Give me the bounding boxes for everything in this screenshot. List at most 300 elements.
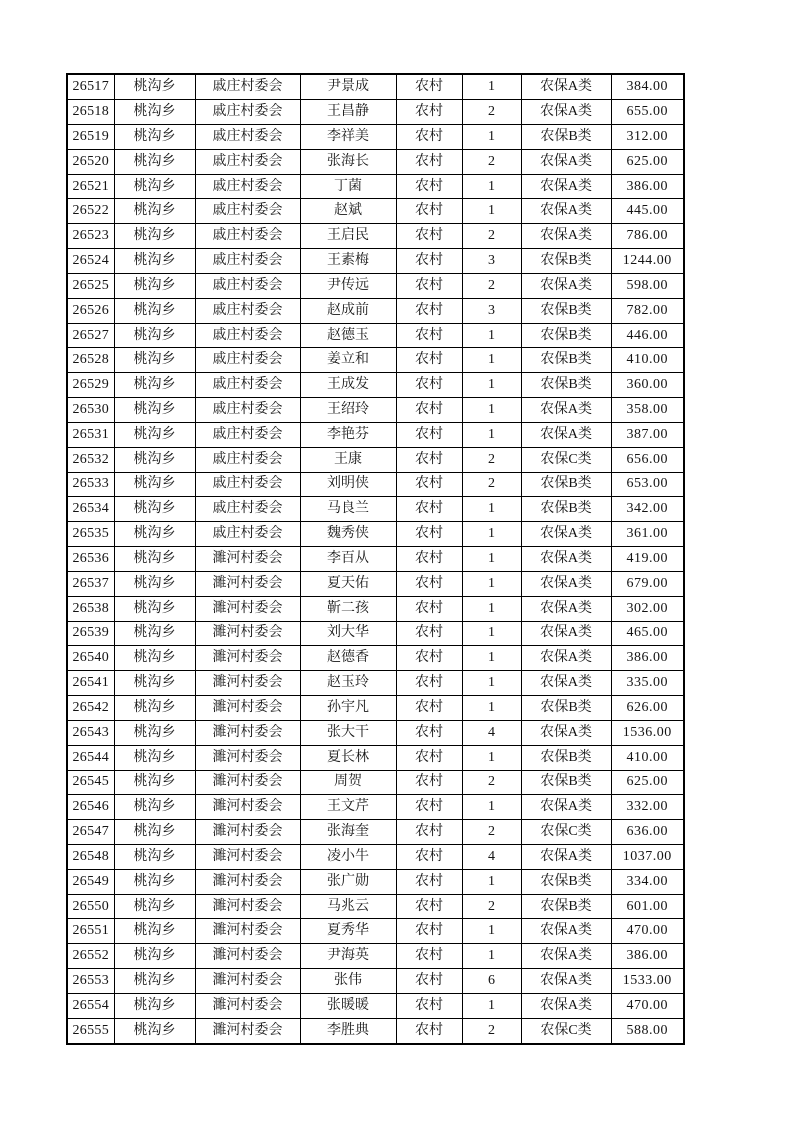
cell-amount: 1037.00 — [611, 845, 684, 870]
cell-record-id: 26540 — [67, 646, 114, 671]
cell-person-name: 赵斌 — [300, 199, 396, 224]
cell-village-committee: 濉河村委会 — [195, 845, 300, 870]
cell-township: 桃沟乡 — [114, 720, 195, 745]
cell-amount: 598.00 — [611, 273, 684, 298]
cell-insurance-category: 农保B类 — [521, 472, 611, 497]
table-row — [67, 249, 684, 274]
cell-village-committee: 戚庄村委会 — [195, 447, 300, 472]
cell-township: 桃沟乡 — [114, 571, 195, 596]
cell-village-committee: 濉河村委会 — [195, 944, 300, 969]
cell-township: 桃沟乡 — [114, 770, 195, 795]
cell-insurance-category: 农保B类 — [521, 869, 611, 894]
cell-village-committee: 濉河村委会 — [195, 1018, 300, 1044]
cell-insurance-category: 农保A类 — [521, 646, 611, 671]
cell-record-id: 26548 — [67, 845, 114, 870]
table-row — [67, 174, 684, 199]
table-row — [67, 74, 684, 100]
table-row — [67, 621, 684, 646]
cell-township: 桃沟乡 — [114, 74, 195, 100]
cell-village-committee: 戚庄村委会 — [195, 398, 300, 423]
cell-amount: 1536.00 — [611, 720, 684, 745]
cell-residence-type: 农村 — [396, 993, 462, 1018]
cell-record-id: 26544 — [67, 745, 114, 770]
cell-person-name: 魏秀侠 — [300, 522, 396, 547]
table-row — [67, 323, 684, 348]
table-row — [67, 1018, 684, 1044]
cell-township: 桃沟乡 — [114, 745, 195, 770]
table-row — [67, 547, 684, 572]
cell-record-id: 26546 — [67, 795, 114, 820]
cell-amount: 656.00 — [611, 447, 684, 472]
cell-amount: 358.00 — [611, 398, 684, 423]
cell-township: 桃沟乡 — [114, 373, 195, 398]
table-row — [67, 993, 684, 1018]
cell-residence-type: 农村 — [396, 820, 462, 845]
cell-person-name: 尹景成 — [300, 74, 396, 100]
cell-amount: 342.00 — [611, 497, 684, 522]
cell-insurance-category: 农保A类 — [521, 149, 611, 174]
cell-residence-type: 农村 — [396, 1018, 462, 1044]
cell-amount: 625.00 — [611, 770, 684, 795]
cell-insurance-category: 农保A类 — [521, 74, 611, 100]
cell-person-count: 1 — [462, 124, 521, 149]
cell-record-id: 26524 — [67, 249, 114, 274]
cell-record-id: 26536 — [67, 547, 114, 572]
cell-person-count: 1 — [462, 522, 521, 547]
cell-person-count: 1 — [462, 74, 521, 100]
cell-person-count: 1 — [462, 696, 521, 721]
cell-village-committee: 濉河村委会 — [195, 795, 300, 820]
cell-amount: 1533.00 — [611, 969, 684, 994]
cell-amount: 636.00 — [611, 820, 684, 845]
cell-amount: 465.00 — [611, 621, 684, 646]
table-row — [67, 919, 684, 944]
cell-person-count: 3 — [462, 298, 521, 323]
cell-person-count: 1 — [462, 547, 521, 572]
cell-record-id: 26528 — [67, 348, 114, 373]
cell-record-id: 26532 — [67, 447, 114, 472]
cell-insurance-category: 农保B类 — [521, 298, 611, 323]
cell-village-committee: 戚庄村委会 — [195, 422, 300, 447]
table-row — [67, 373, 684, 398]
cell-insurance-category: 农保A类 — [521, 273, 611, 298]
cell-residence-type: 农村 — [396, 100, 462, 125]
cell-residence-type: 农村 — [396, 373, 462, 398]
cell-person-name: 王素梅 — [300, 249, 396, 274]
cell-record-id: 26551 — [67, 919, 114, 944]
cell-residence-type: 农村 — [396, 522, 462, 547]
table-row — [67, 894, 684, 919]
cell-township: 桃沟乡 — [114, 944, 195, 969]
cell-person-name: 夏秀华 — [300, 919, 396, 944]
cell-township: 桃沟乡 — [114, 522, 195, 547]
cell-insurance-category: 农保A类 — [521, 547, 611, 572]
cell-residence-type: 农村 — [396, 745, 462, 770]
cell-village-committee: 濉河村委会 — [195, 646, 300, 671]
cell-record-id: 26549 — [67, 869, 114, 894]
cell-amount: 655.00 — [611, 100, 684, 125]
cell-amount: 419.00 — [611, 547, 684, 572]
cell-person-count: 1 — [462, 323, 521, 348]
cell-person-name: 丁菌 — [300, 174, 396, 199]
cell-person-name: 赵成前 — [300, 298, 396, 323]
cell-person-count: 2 — [462, 820, 521, 845]
cell-township: 桃沟乡 — [114, 323, 195, 348]
cell-person-count: 2 — [462, 894, 521, 919]
cell-amount: 410.00 — [611, 745, 684, 770]
cell-township: 桃沟乡 — [114, 100, 195, 125]
table-row — [67, 820, 684, 845]
cell-person-count: 6 — [462, 969, 521, 994]
cell-person-name: 张暖暖 — [300, 993, 396, 1018]
cell-township: 桃沟乡 — [114, 249, 195, 274]
cell-residence-type: 农村 — [396, 720, 462, 745]
cell-insurance-category: 农保A类 — [521, 845, 611, 870]
cell-person-name: 李祥美 — [300, 124, 396, 149]
cell-record-id: 26530 — [67, 398, 114, 423]
cell-residence-type: 农村 — [396, 869, 462, 894]
table-row — [67, 149, 684, 174]
cell-village-committee: 濉河村委会 — [195, 720, 300, 745]
cell-amount: 1244.00 — [611, 249, 684, 274]
cell-record-id: 26538 — [67, 596, 114, 621]
cell-township: 桃沟乡 — [114, 497, 195, 522]
cell-record-id: 26535 — [67, 522, 114, 547]
cell-person-name: 姜立和 — [300, 348, 396, 373]
table-row — [67, 795, 684, 820]
cell-person-count: 2 — [462, 447, 521, 472]
records-table-body — [67, 74, 684, 1044]
cell-person-count: 1 — [462, 398, 521, 423]
cell-amount: 332.00 — [611, 795, 684, 820]
cell-residence-type: 农村 — [396, 497, 462, 522]
cell-person-count: 2 — [462, 224, 521, 249]
cell-person-count: 1 — [462, 422, 521, 447]
cell-residence-type: 农村 — [396, 770, 462, 795]
table-row — [67, 720, 684, 745]
cell-village-committee: 戚庄村委会 — [195, 348, 300, 373]
cell-person-name: 王启民 — [300, 224, 396, 249]
cell-record-id: 26521 — [67, 174, 114, 199]
cell-record-id: 26525 — [67, 273, 114, 298]
cell-insurance-category: 农保B类 — [521, 745, 611, 770]
cell-township: 桃沟乡 — [114, 795, 195, 820]
table-row — [67, 770, 684, 795]
cell-insurance-category: 农保A类 — [521, 224, 611, 249]
cell-township: 桃沟乡 — [114, 845, 195, 870]
cell-insurance-category: 农保A类 — [521, 919, 611, 944]
cell-township: 桃沟乡 — [114, 398, 195, 423]
cell-person-count: 1 — [462, 944, 521, 969]
cell-person-name: 张伟 — [300, 969, 396, 994]
cell-township: 桃沟乡 — [114, 1018, 195, 1044]
cell-person-name: 马良兰 — [300, 497, 396, 522]
cell-insurance-category: 农保A类 — [521, 398, 611, 423]
cell-township: 桃沟乡 — [114, 919, 195, 944]
cell-record-id: 26539 — [67, 621, 114, 646]
cell-record-id: 26522 — [67, 199, 114, 224]
cell-person-count: 1 — [462, 869, 521, 894]
cell-township: 桃沟乡 — [114, 869, 195, 894]
cell-village-committee: 戚庄村委会 — [195, 497, 300, 522]
cell-township: 桃沟乡 — [114, 969, 195, 994]
cell-village-committee: 戚庄村委会 — [195, 100, 300, 125]
cell-township: 桃沟乡 — [114, 472, 195, 497]
cell-amount: 470.00 — [611, 993, 684, 1018]
cell-record-id: 26518 — [67, 100, 114, 125]
cell-person-name: 夏天佑 — [300, 571, 396, 596]
cell-township: 桃沟乡 — [114, 671, 195, 696]
cell-amount: 335.00 — [611, 671, 684, 696]
cell-township: 桃沟乡 — [114, 894, 195, 919]
cell-amount: 446.00 — [611, 323, 684, 348]
cell-record-id: 26531 — [67, 422, 114, 447]
cell-amount: 386.00 — [611, 944, 684, 969]
table-row — [67, 745, 684, 770]
cell-record-id: 26554 — [67, 993, 114, 1018]
cell-village-committee: 濉河村委会 — [195, 770, 300, 795]
cell-residence-type: 农村 — [396, 74, 462, 100]
cell-person-name: 王文芹 — [300, 795, 396, 820]
table-row — [67, 298, 684, 323]
cell-village-committee: 戚庄村委会 — [195, 224, 300, 249]
cell-person-count: 2 — [462, 472, 521, 497]
cell-village-committee: 濉河村委会 — [195, 671, 300, 696]
cell-residence-type: 农村 — [396, 472, 462, 497]
cell-township: 桃沟乡 — [114, 149, 195, 174]
cell-person-count: 1 — [462, 174, 521, 199]
cell-residence-type: 农村 — [396, 422, 462, 447]
cell-person-name: 刘明侠 — [300, 472, 396, 497]
cell-person-name: 周贺 — [300, 770, 396, 795]
cell-person-count: 3 — [462, 249, 521, 274]
cell-township: 桃沟乡 — [114, 298, 195, 323]
cell-village-committee: 濉河村委会 — [195, 696, 300, 721]
table-row — [67, 472, 684, 497]
cell-residence-type: 农村 — [396, 621, 462, 646]
table-row — [67, 596, 684, 621]
cell-person-name: 李百从 — [300, 547, 396, 572]
cell-amount: 601.00 — [611, 894, 684, 919]
cell-person-count: 1 — [462, 993, 521, 1018]
table-row — [67, 224, 684, 249]
cell-insurance-category: 农保A类 — [521, 671, 611, 696]
table-row — [67, 398, 684, 423]
cell-residence-type: 农村 — [396, 174, 462, 199]
cell-person-count: 4 — [462, 720, 521, 745]
cell-person-name: 赵德玉 — [300, 323, 396, 348]
cell-insurance-category: 农保B类 — [521, 249, 611, 274]
cell-insurance-category: 农保B类 — [521, 894, 611, 919]
cell-village-committee: 戚庄村委会 — [195, 472, 300, 497]
cell-residence-type: 农村 — [396, 845, 462, 870]
cell-insurance-category: 农保A类 — [521, 422, 611, 447]
cell-residence-type: 农村 — [396, 646, 462, 671]
cell-village-committee: 濉河村委会 — [195, 621, 300, 646]
cell-insurance-category: 农保A类 — [521, 571, 611, 596]
cell-amount: 312.00 — [611, 124, 684, 149]
cell-person-count: 1 — [462, 373, 521, 398]
cell-amount: 626.00 — [611, 696, 684, 721]
table-row — [67, 100, 684, 125]
table-row — [67, 199, 684, 224]
cell-record-id: 26520 — [67, 149, 114, 174]
cell-insurance-category: 农保C类 — [521, 1018, 611, 1044]
cell-amount: 782.00 — [611, 298, 684, 323]
cell-person-name: 孙宇凡 — [300, 696, 396, 721]
cell-insurance-category: 农保A类 — [521, 199, 611, 224]
table-row — [67, 522, 684, 547]
cell-person-count: 2 — [462, 149, 521, 174]
cell-record-id: 26552 — [67, 944, 114, 969]
cell-residence-type: 农村 — [396, 273, 462, 298]
cell-village-committee: 戚庄村委会 — [195, 149, 300, 174]
cell-insurance-category: 农保B类 — [521, 348, 611, 373]
cell-record-id: 26555 — [67, 1018, 114, 1044]
cell-residence-type: 农村 — [396, 969, 462, 994]
cell-residence-type: 农村 — [396, 944, 462, 969]
cell-insurance-category: 农保A类 — [521, 174, 611, 199]
cell-record-id: 26534 — [67, 497, 114, 522]
cell-insurance-category: 农保B类 — [521, 696, 611, 721]
cell-residence-type: 农村 — [396, 547, 462, 572]
cell-amount: 786.00 — [611, 224, 684, 249]
cell-residence-type: 农村 — [396, 696, 462, 721]
cell-village-committee: 濉河村委会 — [195, 919, 300, 944]
cell-person-count: 2 — [462, 273, 521, 298]
cell-residence-type: 农村 — [396, 149, 462, 174]
cell-residence-type: 农村 — [396, 795, 462, 820]
cell-amount: 679.00 — [611, 571, 684, 596]
cell-insurance-category: 农保B类 — [521, 497, 611, 522]
cell-record-id: 26517 — [67, 74, 114, 100]
cell-amount: 384.00 — [611, 74, 684, 100]
cell-person-name: 尹传远 — [300, 273, 396, 298]
cell-person-name: 夏长林 — [300, 745, 396, 770]
cell-record-id: 26529 — [67, 373, 114, 398]
cell-person-name: 靳二孩 — [300, 596, 396, 621]
cell-person-count: 2 — [462, 100, 521, 125]
cell-township: 桃沟乡 — [114, 621, 195, 646]
cell-amount: 588.00 — [611, 1018, 684, 1044]
cell-person-count: 1 — [462, 348, 521, 373]
cell-residence-type: 农村 — [396, 596, 462, 621]
cell-residence-type: 农村 — [396, 124, 462, 149]
cell-village-committee: 濉河村委会 — [195, 993, 300, 1018]
cell-record-id: 26523 — [67, 224, 114, 249]
cell-residence-type: 农村 — [396, 224, 462, 249]
cell-township: 桃沟乡 — [114, 993, 195, 1018]
cell-person-count: 2 — [462, 770, 521, 795]
cell-village-committee: 戚庄村委会 — [195, 74, 300, 100]
cell-person-count: 1 — [462, 671, 521, 696]
cell-person-name: 马兆云 — [300, 894, 396, 919]
cell-record-id: 26550 — [67, 894, 114, 919]
cell-village-committee: 濉河村委会 — [195, 571, 300, 596]
cell-person-name: 赵德香 — [300, 646, 396, 671]
cell-village-committee: 戚庄村委会 — [195, 522, 300, 547]
cell-amount: 410.00 — [611, 348, 684, 373]
cell-person-count: 2 — [462, 1018, 521, 1044]
cell-township: 桃沟乡 — [114, 348, 195, 373]
cell-person-name: 王成发 — [300, 373, 396, 398]
cell-township: 桃沟乡 — [114, 696, 195, 721]
cell-amount: 445.00 — [611, 199, 684, 224]
cell-person-count: 1 — [462, 571, 521, 596]
records-table — [66, 73, 685, 1045]
cell-person-name: 张大干 — [300, 720, 396, 745]
cell-amount: 360.00 — [611, 373, 684, 398]
table-row — [67, 671, 684, 696]
cell-person-name: 张海奎 — [300, 820, 396, 845]
cell-township: 桃沟乡 — [114, 547, 195, 572]
cell-insurance-category: 农保B类 — [521, 124, 611, 149]
cell-person-count: 1 — [462, 596, 521, 621]
cell-insurance-category: 农保A类 — [521, 596, 611, 621]
cell-amount: 334.00 — [611, 869, 684, 894]
cell-record-id: 26543 — [67, 720, 114, 745]
cell-amount: 387.00 — [611, 422, 684, 447]
cell-insurance-category: 农保B类 — [521, 770, 611, 795]
cell-township: 桃沟乡 — [114, 596, 195, 621]
cell-insurance-category: 农保A类 — [521, 621, 611, 646]
table-row — [67, 696, 684, 721]
cell-insurance-category: 农保A类 — [521, 944, 611, 969]
cell-person-name: 王绍玲 — [300, 398, 396, 423]
cell-village-committee: 濉河村委会 — [195, 745, 300, 770]
cell-residence-type: 农村 — [396, 249, 462, 274]
cell-insurance-category: 农保A类 — [521, 100, 611, 125]
cell-amount: 386.00 — [611, 174, 684, 199]
cell-village-committee: 戚庄村委会 — [195, 199, 300, 224]
cell-insurance-category: 农保A类 — [521, 795, 611, 820]
cell-village-committee: 戚庄村委会 — [195, 298, 300, 323]
cell-person-count: 1 — [462, 745, 521, 770]
cell-record-id: 26527 — [67, 323, 114, 348]
cell-residence-type: 农村 — [396, 894, 462, 919]
cell-village-committee: 濉河村委会 — [195, 894, 300, 919]
table-row — [67, 124, 684, 149]
table-row — [67, 944, 684, 969]
cell-village-committee: 戚庄村委会 — [195, 124, 300, 149]
cell-residence-type: 农村 — [396, 348, 462, 373]
cell-amount: 653.00 — [611, 472, 684, 497]
cell-person-count: 1 — [462, 621, 521, 646]
cell-residence-type: 农村 — [396, 671, 462, 696]
cell-township: 桃沟乡 — [114, 124, 195, 149]
cell-insurance-category: 农保B类 — [521, 323, 611, 348]
cell-residence-type: 农村 — [396, 919, 462, 944]
cell-record-id: 26533 — [67, 472, 114, 497]
cell-person-name: 张广勋 — [300, 869, 396, 894]
cell-township: 桃沟乡 — [114, 174, 195, 199]
cell-person-name: 王昌静 — [300, 100, 396, 125]
cell-village-committee: 濉河村委会 — [195, 969, 300, 994]
cell-record-id: 26519 — [67, 124, 114, 149]
cell-amount: 625.00 — [611, 149, 684, 174]
cell-village-committee: 濉河村委会 — [195, 547, 300, 572]
cell-township: 桃沟乡 — [114, 447, 195, 472]
table-row — [67, 869, 684, 894]
cell-township: 桃沟乡 — [114, 273, 195, 298]
cell-residence-type: 农村 — [396, 199, 462, 224]
cell-person-count: 1 — [462, 919, 521, 944]
cell-insurance-category: 农保C类 — [521, 447, 611, 472]
cell-person-name: 凌小牛 — [300, 845, 396, 870]
table-row — [67, 273, 684, 298]
cell-township: 桃沟乡 — [114, 199, 195, 224]
cell-village-committee: 戚庄村委会 — [195, 174, 300, 199]
